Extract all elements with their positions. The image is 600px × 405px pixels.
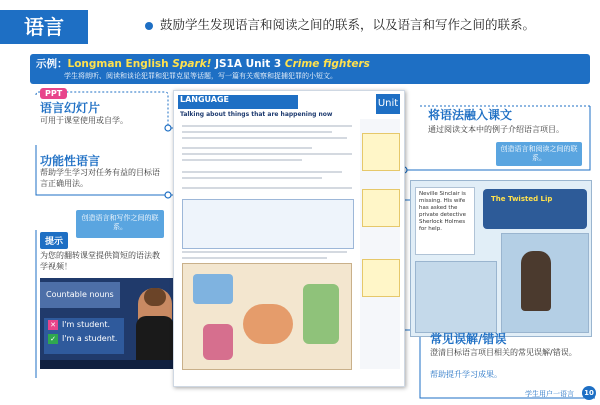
text-line <box>182 125 352 127</box>
side-note <box>362 259 400 297</box>
comic-panel <box>415 261 497 333</box>
text-line <box>182 137 347 139</box>
video-title: Countable nouns <box>40 282 120 308</box>
video-controls[interactable] <box>40 360 182 369</box>
common-mistakes-note: 帮助提升学习成果。 <box>430 370 502 379</box>
example-unit-title: Crime fighters <box>284 58 370 70</box>
side-note <box>362 189 400 227</box>
tip-description: 为您的翻转课堂提供简短的语法教学视频！ <box>40 251 160 271</box>
text-line <box>182 177 322 179</box>
ppt-badge: PPT <box>40 88 67 99</box>
text-line <box>182 153 352 155</box>
slides-description: 可用于课堂使用或自学。 <box>40 116 128 125</box>
functional-language-title: 功能性语言 <box>40 154 101 168</box>
book-subtitle: Talking about things that are happening now <box>180 111 333 118</box>
grammar-video[interactable] <box>40 278 182 369</box>
common-mistakes-description: 澄清目标语言项目相关的常见误解/错误。 <box>430 348 577 357</box>
textbook-page-preview <box>173 90 405 387</box>
comic-story-box: Neville Sinclair is missing. His wife has asked the private detective Sherlock Holmes for help. <box>415 187 475 255</box>
intro-text: 鼓励学生发现语言和阅读之间的联系，以及语言和写作之间的联系。 <box>160 17 536 32</box>
example-book: Longman English <box>67 58 173 70</box>
presenter-image <box>138 288 172 358</box>
video-wrong-sentence: I'm student. <box>62 320 111 329</box>
correct-mark-icon: ✓ <box>48 334 58 344</box>
text-line <box>182 147 312 149</box>
text-line <box>182 257 327 259</box>
text-line <box>182 187 352 189</box>
footer-label: 学生用户一语言 <box>525 390 574 398</box>
example-unit: JS1A Unit 3 <box>211 58 285 70</box>
section-title: 语言 <box>0 10 88 44</box>
comic-title: The Twisted Lip <box>491 195 553 203</box>
language-badge: LANGUAGE <box>180 95 230 104</box>
unit-badge: Unit <box>376 94 400 114</box>
language-reading-note: 创造语言和阅读之间的联系。 <box>496 142 582 166</box>
functional-language-description: 帮助学生学习对任务有益的目标语言正确用法。 <box>40 168 160 188</box>
page-number: 10 <box>582 386 596 400</box>
example-series: Spark! <box>172 58 212 70</box>
text-line <box>182 131 332 133</box>
side-note <box>362 133 400 171</box>
example-description: 学生将朗听、阅读和谈论犯罪和犯罪克星等话题，写一篇有关观察和捉捕犯罪的小短文。 <box>64 72 337 80</box>
example-prefix: 示例： <box>36 58 68 70</box>
book-side-notes <box>360 119 400 369</box>
integrate-grammar-description: 通过阅读文本中的例子介绍语言项目。 <box>428 125 564 134</box>
text-line <box>182 251 347 253</box>
exercise-table <box>182 199 354 249</box>
wrong-mark-icon: ✕ <box>48 320 58 330</box>
slides-title: 语言幻灯片 <box>40 101 101 115</box>
detective-figure <box>521 251 551 311</box>
language-writing-note: 创造语言和写作之间的联系。 <box>76 210 164 238</box>
tip-badge: 提示 <box>40 232 68 249</box>
classroom-illustration <box>182 263 352 370</box>
text-line <box>182 159 302 161</box>
comic-page-preview <box>410 180 592 337</box>
video-correct-sentence: I'm a student. <box>62 334 118 343</box>
common-mistakes-title: 常见误解/错误 <box>430 332 507 346</box>
text-line <box>182 171 342 173</box>
integrate-grammar-title: 将语法融入课文 <box>428 108 513 122</box>
